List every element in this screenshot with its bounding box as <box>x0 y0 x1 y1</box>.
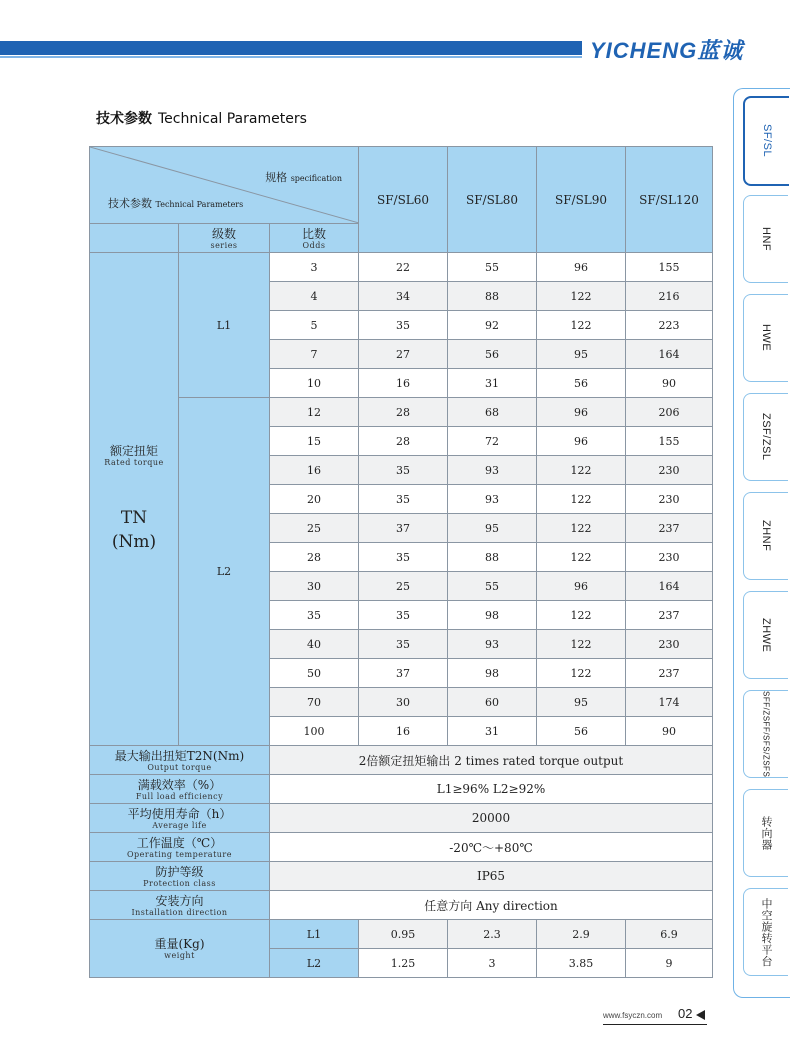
table-row <box>90 398 713 427</box>
section-title <box>96 108 307 128</box>
torque-value-cell: 122 <box>537 311 626 340</box>
odds-cell: 35 <box>270 601 359 630</box>
diagonal-line <box>90 147 359 223</box>
side-tab-label: HWE <box>760 324 772 352</box>
series-header-cn: 级数 <box>211 226 236 241</box>
torque-value-cell: 122 <box>537 485 626 514</box>
weight-label-cn: 重量(Kg) <box>154 937 205 951</box>
side-tab-label: 转向器 <box>760 815 772 851</box>
torque-value-cell: 92 <box>448 311 537 340</box>
torque-value-cell: 122 <box>537 514 626 543</box>
footer-rule <box>603 1024 707 1025</box>
odds-cell: 100 <box>270 717 359 746</box>
torque-value-cell: 27 <box>359 340 448 369</box>
torque-value-cell: 56 <box>448 340 537 369</box>
torque-value-cell: 90 <box>626 369 713 398</box>
torque-value-cell: 164 <box>626 340 713 369</box>
rated-torque-en: Rated torque <box>104 458 164 467</box>
model-header: SF/SL120 <box>626 147 713 253</box>
torque-value-cell: 30 <box>359 688 448 717</box>
spec-label-cell <box>90 775 270 804</box>
torque-value-cell: 95 <box>537 688 626 717</box>
model-header: SF/SL80 <box>448 147 537 253</box>
odds-cell: 5 <box>270 311 359 340</box>
page-number: 02 <box>678 1006 693 1021</box>
rated-torque-cn: 额定扭矩 <box>109 444 158 458</box>
spec-label-cn: 规格 <box>265 171 288 184</box>
table-header-row <box>90 147 713 224</box>
odds-cell: 70 <box>270 688 359 717</box>
torque-value-cell: 72 <box>448 427 537 456</box>
torque-value-cell: 35 <box>359 456 448 485</box>
torque-value-cell: 16 <box>359 369 448 398</box>
param-label <box>108 195 243 211</box>
side-tab[interactable] <box>743 690 788 778</box>
odds-cell: 16 <box>270 456 359 485</box>
spec-label-en: Installation direction <box>131 907 228 917</box>
table-row <box>90 253 713 282</box>
torque-value-cell: 230 <box>626 485 713 514</box>
torque-value-cell: 122 <box>537 543 626 572</box>
weight-value-cell: 6.9 <box>626 920 713 949</box>
brand-logo: YICHENG蓝诚 <box>590 38 744 63</box>
spec-label-cn: 平均使用寿命（h） <box>127 806 232 821</box>
torque-value-cell: 223 <box>626 311 713 340</box>
side-tab-label: 中空旋转平台 <box>760 897 772 967</box>
spec-label-en: Output torque <box>147 762 212 772</box>
spec-value-cell: L1≥96% L2≥92% <box>270 775 713 804</box>
torque-value-cell: 90 <box>626 717 713 746</box>
header-diagonal-cell <box>90 147 359 224</box>
section-title-cn: 技术参数 <box>96 111 152 127</box>
spec-value-cell: 2倍额定扭矩输出 2 times rated torque output <box>270 746 713 775</box>
specs-body <box>90 746 713 920</box>
spec-value-cell: -20℃～+80℃ <box>270 833 713 862</box>
odds-cell: 20 <box>270 485 359 514</box>
torque-value-cell: 230 <box>626 630 713 659</box>
torque-value-cell: 93 <box>448 485 537 514</box>
spec-row <box>90 775 713 804</box>
side-tab[interactable] <box>743 195 788 283</box>
odds-cell: 3 <box>270 253 359 282</box>
side-tab[interactable] <box>743 393 788 481</box>
side-tab-label: ZHWE <box>760 617 772 653</box>
spec-row <box>90 862 713 891</box>
blank-header-cell <box>90 224 179 253</box>
header-bar <box>0 41 582 55</box>
torque-value-cell: 88 <box>448 282 537 311</box>
side-tab[interactable] <box>743 789 788 877</box>
torque-value-cell: 237 <box>626 659 713 688</box>
side-tab-label: SF/SL <box>761 124 773 158</box>
weight-value-cell: 2.3 <box>448 920 537 949</box>
rated-torque-text <box>90 444 178 554</box>
odds-cell: 4 <box>270 282 359 311</box>
page-arrow-icon <box>696 1010 705 1020</box>
spec-label-en: Protection class <box>143 878 216 888</box>
torque-value-cell: 155 <box>626 253 713 282</box>
odds-cell: 10 <box>270 369 359 398</box>
spec-label-cn: 满载效率（%） <box>137 777 222 792</box>
spec-label-cell <box>90 833 270 862</box>
torque-value-cell: 35 <box>359 543 448 572</box>
torque-value-cell: 28 <box>359 427 448 456</box>
weight-series-cell: L2 <box>270 949 359 978</box>
weight-label-en: weight <box>164 951 195 960</box>
footer-url: www.fsyczn.com <box>603 1011 663 1020</box>
weight-value-cell: 3 <box>448 949 537 978</box>
torque-value-cell: 60 <box>448 688 537 717</box>
torque-value-cell: 164 <box>626 572 713 601</box>
spec-label-cn: 防护等级 <box>155 864 204 879</box>
weight-series-cell: L1 <box>270 920 359 949</box>
side-tab[interactable] <box>743 591 788 679</box>
spec-value-cell: IP65 <box>270 862 713 891</box>
technical-parameters-table <box>89 146 713 978</box>
torque-value-cell: 96 <box>537 253 626 282</box>
torque-value-cell: 37 <box>359 659 448 688</box>
spec-label-en: Average life <box>152 820 207 830</box>
section-title-en: Technical Parameters <box>158 111 307 127</box>
side-tab[interactable] <box>743 96 789 186</box>
odds-header-en: Odds <box>302 240 326 250</box>
torque-symbol: TN <box>120 508 148 528</box>
torque-value-cell: 93 <box>448 630 537 659</box>
torque-value-cell: 174 <box>626 688 713 717</box>
torque-value-cell: 122 <box>537 659 626 688</box>
weight-value-cell: 1.25 <box>359 949 448 978</box>
torque-value-cell: 35 <box>359 630 448 659</box>
torque-value-cell: 37 <box>359 514 448 543</box>
torque-value-cell: 55 <box>448 572 537 601</box>
spec-row <box>90 746 713 775</box>
torque-value-cell: 56 <box>537 717 626 746</box>
torque-value-cell: 96 <box>537 427 626 456</box>
torque-value-cell: 22 <box>359 253 448 282</box>
odds-cell: 7 <box>270 340 359 369</box>
odds-header-cn: 比数 <box>302 226 327 241</box>
torque-value-cell: 93 <box>448 456 537 485</box>
torque-unit: (Nm) <box>111 532 157 552</box>
torque-value-cell: 31 <box>448 717 537 746</box>
torque-value-cell: 35 <box>359 601 448 630</box>
model-header: SF/SL90 <box>537 147 626 253</box>
torque-value-cell: 96 <box>537 398 626 427</box>
torque-value-cell: 96 <box>537 572 626 601</box>
rated-torque-body <box>90 253 713 746</box>
odds-cell: 30 <box>270 572 359 601</box>
side-tab[interactable] <box>743 294 788 382</box>
spec-label-cell <box>90 804 270 833</box>
spec-label-cn: 工作温度（℃） <box>136 835 223 850</box>
torque-value-cell: 35 <box>359 485 448 514</box>
side-tab[interactable] <box>743 888 788 976</box>
torque-value-cell: 122 <box>537 456 626 485</box>
odds-cell: 40 <box>270 630 359 659</box>
torque-value-cell: 122 <box>537 630 626 659</box>
torque-value-cell: 216 <box>626 282 713 311</box>
spec-label-cell <box>90 862 270 891</box>
torque-value-cell: 98 <box>448 659 537 688</box>
model-header: SF/SL60 <box>359 147 448 253</box>
series-l1: L1 <box>179 253 270 398</box>
spec-label-en: specification <box>290 174 343 183</box>
weight-body <box>90 920 713 978</box>
spec-row <box>90 891 713 920</box>
torque-value-cell: 230 <box>626 543 713 572</box>
param-label-cn: 技术参数 <box>108 197 152 210</box>
spec-label-cn: 最大输出扭矩T2N(Nm) <box>114 748 245 763</box>
side-tab[interactable] <box>743 492 788 580</box>
spec-row <box>90 804 713 833</box>
spec-label-cell <box>90 746 270 775</box>
torque-value-cell: 55 <box>448 253 537 282</box>
series-header-en: series <box>210 240 238 250</box>
side-tab-label: SFF/ZSFF/SFS/ZSFS <box>761 690 771 778</box>
odds-cell: 12 <box>270 398 359 427</box>
header-bar-accent <box>0 56 582 58</box>
odds-header <box>270 224 359 253</box>
series-header <box>179 224 270 253</box>
spec-value-cell: 任意方向 Any direction <box>270 891 713 920</box>
torque-value-cell: 237 <box>626 514 713 543</box>
torque-value-cell: 122 <box>537 601 626 630</box>
torque-value-cell: 206 <box>626 398 713 427</box>
spec-value-cell: 20000 <box>270 804 713 833</box>
odds-cell: 25 <box>270 514 359 543</box>
odds-cell: 15 <box>270 427 359 456</box>
torque-value-cell: 155 <box>626 427 713 456</box>
torque-value-cell: 31 <box>448 369 537 398</box>
side-tab-label: HNF <box>760 226 772 252</box>
torque-value-cell: 68 <box>448 398 537 427</box>
side-tab-label: ZSF/ZSL <box>760 413 772 461</box>
spec-label-en: Full load efficiency <box>135 791 224 801</box>
spec-row <box>90 833 713 862</box>
weight-label-cell <box>90 920 270 978</box>
spec-label-en: Operating temperature <box>126 849 232 859</box>
odds-cell: 50 <box>270 659 359 688</box>
side-tab-label: ZHNF <box>760 520 772 552</box>
odds-cell: 28 <box>270 543 359 572</box>
torque-value-cell: 28 <box>359 398 448 427</box>
spec-label <box>265 169 342 185</box>
torque-value-cell: 34 <box>359 282 448 311</box>
torque-value-cell: 98 <box>448 601 537 630</box>
param-label-en: Technical Parameters <box>155 200 244 209</box>
torque-value-cell: 230 <box>626 456 713 485</box>
torque-value-cell: 95 <box>537 340 626 369</box>
weight-value-cell: 0.95 <box>359 920 448 949</box>
torque-value-cell: 16 <box>359 717 448 746</box>
rated-torque-label <box>90 253 179 746</box>
series-l2: L2 <box>179 398 270 746</box>
torque-value-cell: 122 <box>537 282 626 311</box>
weight-value-cell: 2.9 <box>537 920 626 949</box>
torque-value-cell: 25 <box>359 572 448 601</box>
weight-value-cell: 9 <box>626 949 713 978</box>
torque-value-cell: 95 <box>448 514 537 543</box>
weight-value-cell: 3.85 <box>537 949 626 978</box>
torque-value-cell: 56 <box>537 369 626 398</box>
weight-row <box>90 920 713 949</box>
torque-value-cell: 237 <box>626 601 713 630</box>
torque-value-cell: 35 <box>359 311 448 340</box>
spec-label-cell <box>90 891 270 920</box>
spec-label-cn: 安装方向 <box>155 893 204 908</box>
torque-value-cell: 88 <box>448 543 537 572</box>
